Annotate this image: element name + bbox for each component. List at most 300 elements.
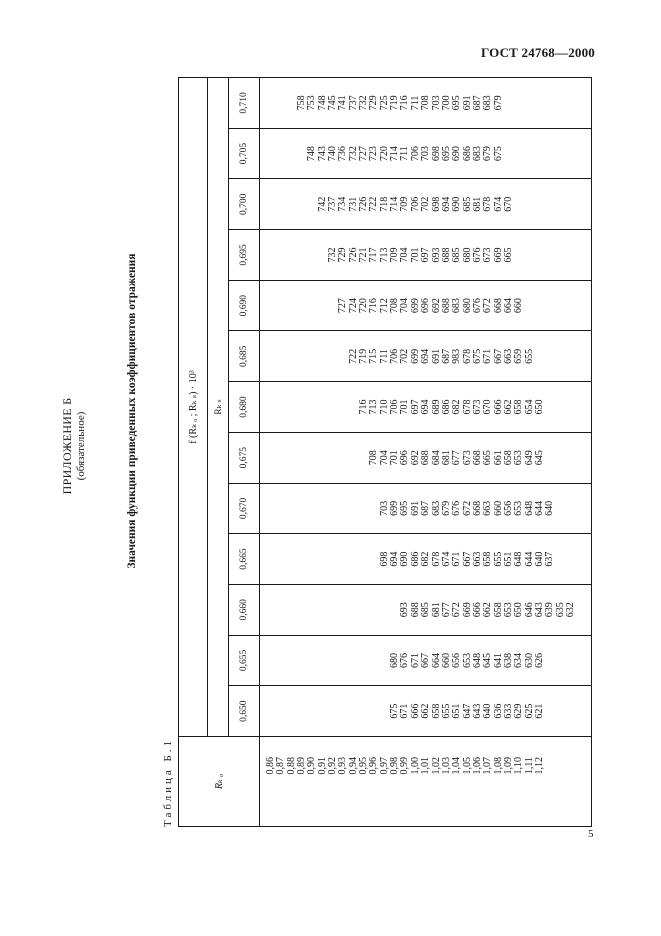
table-cell xyxy=(380,585,390,635)
table-cell xyxy=(328,433,338,483)
table-cell xyxy=(318,534,328,584)
row-argument: 0,88 xyxy=(285,757,297,775)
table-cell: 630 xyxy=(523,652,535,668)
table-cell: 643 xyxy=(471,703,483,719)
table-cell: 667 xyxy=(461,551,473,567)
table-cell: 673 xyxy=(461,450,473,466)
table-cell: 720 xyxy=(378,146,390,162)
table-cell: 683 xyxy=(482,95,494,111)
table-cell xyxy=(276,281,286,331)
row-argument: 0,90 xyxy=(306,757,318,775)
table-cell: 678 xyxy=(461,399,473,415)
table-cell: 703 xyxy=(378,500,390,516)
table-cell: 658 xyxy=(430,703,442,719)
value-column xyxy=(260,686,592,737)
table-cell: 708 xyxy=(389,298,401,314)
argument-column-header: Rₖ ₒ xyxy=(179,737,260,827)
table-cell xyxy=(276,332,286,382)
table-cell xyxy=(318,382,328,432)
argument-values-cell xyxy=(260,737,592,827)
table-cell: 655 xyxy=(523,348,535,364)
table-cell: 665 xyxy=(502,247,514,263)
table-cell xyxy=(297,484,307,534)
table-cell: 704 xyxy=(399,298,411,314)
table-cell: 639 xyxy=(544,602,556,618)
table-cell xyxy=(266,382,276,432)
row-argument: 0,92 xyxy=(327,757,339,775)
table-cell: 663 xyxy=(482,500,494,516)
table-cell xyxy=(338,534,348,584)
table-cell: 708 xyxy=(368,450,380,466)
table-cell: 654 xyxy=(523,399,535,415)
table-cell: 693 xyxy=(430,247,442,263)
column-header: 0,655 xyxy=(229,635,260,686)
subheader: Rₖ ₛ xyxy=(208,78,229,737)
table-cell: 676 xyxy=(399,652,411,668)
table-cell: 678 xyxy=(430,551,442,567)
table-cell xyxy=(276,686,286,736)
table-cell xyxy=(266,332,276,382)
table-cell: 694 xyxy=(389,551,401,567)
table-cell: 720 xyxy=(358,298,370,314)
table-cell xyxy=(266,433,276,483)
table-cell: 681 xyxy=(440,450,452,466)
table-cell xyxy=(359,686,369,736)
table-cell: 678 xyxy=(461,348,473,364)
table-cell: 682 xyxy=(420,551,432,567)
table-cell: 662 xyxy=(420,703,432,719)
table-cell xyxy=(287,129,297,179)
table-cell xyxy=(349,484,359,534)
table-cell: 701 xyxy=(399,399,411,415)
function-header: f (Rₖ ₒ ; Rₖ ₛ) · 10³ xyxy=(179,78,208,737)
table-cell: 690 xyxy=(399,551,411,567)
table-cell: 718 xyxy=(378,196,390,212)
table-cell xyxy=(287,534,297,584)
table-cell xyxy=(307,636,317,686)
table-cell: 694 xyxy=(420,348,432,364)
table-cell xyxy=(318,433,328,483)
table-cell: 680 xyxy=(461,298,473,314)
table-cell: 699 xyxy=(409,298,421,314)
table-cell xyxy=(287,230,297,280)
value-column xyxy=(260,635,592,686)
table-cell: 706 xyxy=(389,399,401,415)
table-cell: 681 xyxy=(471,196,483,212)
row-argument: 0,95 xyxy=(358,757,370,775)
table-cell xyxy=(369,585,379,635)
table-cell: 686 xyxy=(440,399,452,415)
table-cell xyxy=(307,585,317,635)
row-argument: 1,01 xyxy=(420,757,432,775)
table-cell: 709 xyxy=(389,247,401,263)
table-cell xyxy=(349,636,359,686)
table-cell xyxy=(338,636,348,686)
table-cell: 711 xyxy=(378,349,390,364)
table-cell: 674 xyxy=(440,551,452,567)
table-cell xyxy=(328,686,338,736)
table-cell: 701 xyxy=(409,247,421,263)
table-cell xyxy=(266,281,276,331)
table-cell: 684 xyxy=(430,450,442,466)
table-cell: 696 xyxy=(399,450,411,466)
table-cell: 724 xyxy=(347,298,359,314)
table-cell: 722 xyxy=(347,348,359,364)
table-cell: 656 xyxy=(502,500,514,516)
row-argument: 0,98 xyxy=(389,757,401,775)
table-cell: 676 xyxy=(471,298,483,314)
table-cell: 700 xyxy=(440,95,452,111)
table-cell: 683 xyxy=(471,146,483,162)
column-header: 0,705 xyxy=(229,128,260,179)
table-cell: 661 xyxy=(492,450,504,466)
table-cell: 708 xyxy=(420,95,432,111)
table-cell: 698 xyxy=(378,551,390,567)
table-cell xyxy=(338,382,348,432)
value-column xyxy=(260,432,592,483)
table-cell: 704 xyxy=(399,247,411,263)
table-cell: 653 xyxy=(461,652,473,668)
table-cell: 663 xyxy=(471,551,483,567)
column-header: 0,675 xyxy=(229,432,260,483)
table-title: Значения функции приведенных коэффициентов отражения xyxy=(126,253,138,569)
table-cell xyxy=(276,534,286,584)
row-argument: 1,09 xyxy=(502,757,514,775)
table-cell: 692 xyxy=(430,298,442,314)
table-label: Таблица Б.1 xyxy=(162,737,174,827)
table-cell: 717 xyxy=(368,247,380,263)
table-cell: 674 xyxy=(492,196,504,212)
row-argument: 1,05 xyxy=(461,757,473,775)
table-cell: 719 xyxy=(389,95,401,111)
table-cell xyxy=(307,534,317,584)
value-column xyxy=(260,584,592,635)
table-cell xyxy=(287,636,297,686)
table-cell xyxy=(287,281,297,331)
table-cell xyxy=(297,382,307,432)
table-cell: 719 xyxy=(358,348,370,364)
value-column xyxy=(260,483,592,534)
table-cell: 714 xyxy=(389,196,401,212)
row-argument: 1,11 xyxy=(523,757,535,775)
table-cell: 668 xyxy=(471,500,483,516)
table-cell: 687 xyxy=(420,500,432,516)
table-cell: 698 xyxy=(430,146,442,162)
table-cell: 629 xyxy=(513,703,525,719)
table-cell: 677 xyxy=(451,450,463,466)
table-cell: 649 xyxy=(523,450,535,466)
table-cell: 650 xyxy=(513,602,525,618)
table-cell: 694 xyxy=(440,196,452,212)
table-cell: 716 xyxy=(368,298,380,314)
table-cell: 694 xyxy=(420,399,432,415)
table-cell: 640 xyxy=(482,703,494,719)
table-cell xyxy=(276,78,286,128)
table-cell: 676 xyxy=(451,500,463,516)
table-cell: 686 xyxy=(461,146,473,162)
table-cell: 682 xyxy=(451,399,463,415)
row-argument: 0,93 xyxy=(337,757,349,775)
table-cell xyxy=(328,484,338,534)
table-cell: 753 xyxy=(306,95,318,111)
row-argument: 1,08 xyxy=(492,757,504,775)
table-cell xyxy=(318,636,328,686)
table-cell: 736 xyxy=(337,146,349,162)
table-cell: 643 xyxy=(533,602,545,618)
table-cell: 711 xyxy=(409,95,421,111)
table-cell xyxy=(318,332,328,382)
table-cell: 663 xyxy=(502,348,514,364)
table-cell xyxy=(276,129,286,179)
column-header-row xyxy=(229,78,260,827)
table-cell xyxy=(307,686,317,736)
table-cell: 651 xyxy=(451,703,463,719)
column-header: 0,665 xyxy=(229,534,260,585)
table-cell: 703 xyxy=(430,95,442,111)
table-cell: 740 xyxy=(327,146,339,162)
table-cell: 727 xyxy=(337,298,349,314)
row-argument: 1,12 xyxy=(533,757,545,775)
table-cell xyxy=(307,281,317,331)
row-argument: 0,87 xyxy=(275,757,287,775)
table-cell xyxy=(318,686,328,736)
row-argument: 0,96 xyxy=(368,757,380,775)
column-header: 0,650 xyxy=(229,686,260,737)
row-argument: 1,10 xyxy=(513,757,525,775)
table-cell xyxy=(287,382,297,432)
table-cell: 670 xyxy=(502,196,514,212)
table-cell: 689 xyxy=(430,399,442,415)
table-cell xyxy=(369,686,379,736)
table-cell xyxy=(307,433,317,483)
table-cell: 648 xyxy=(513,551,525,567)
table-cell xyxy=(266,230,276,280)
table-cell: 636 xyxy=(492,703,504,719)
table-cell: 703 xyxy=(420,146,432,162)
column-header: 0,685 xyxy=(229,331,260,382)
table-cell xyxy=(297,585,307,635)
value-column xyxy=(260,280,592,331)
table-cell xyxy=(307,230,317,280)
column-header: 0,680 xyxy=(229,382,260,433)
column-header: 0,670 xyxy=(229,483,260,534)
table-cell: 732 xyxy=(347,146,359,162)
table-cell xyxy=(276,382,286,432)
table-cell: 671 xyxy=(451,551,463,567)
value-column xyxy=(260,382,592,433)
table-cell xyxy=(369,636,379,686)
table-cell: 714 xyxy=(389,146,401,162)
table-cell: 675 xyxy=(492,146,504,162)
table-cell xyxy=(318,281,328,331)
reflection-coefficient-table xyxy=(178,77,592,827)
table-cell: 723 xyxy=(368,146,380,162)
table-cell: 725 xyxy=(378,95,390,111)
table-cell: 748 xyxy=(306,146,318,162)
column-header: 0,695 xyxy=(229,230,260,281)
table-cell: 640 xyxy=(533,551,545,567)
table-cell: 688 xyxy=(440,247,452,263)
table-cell: 671 xyxy=(399,703,411,719)
table-cell: 667 xyxy=(492,348,504,364)
table-cell xyxy=(287,332,297,382)
table-cell: 688 xyxy=(440,298,452,314)
table-cell: 665 xyxy=(482,450,494,466)
table-cell: 726 xyxy=(347,247,359,263)
table-cell xyxy=(318,484,328,534)
table-cell: 693 xyxy=(399,602,411,618)
table-cell: 640 xyxy=(544,500,556,516)
table-cell xyxy=(307,484,317,534)
table-cell: 666 xyxy=(492,399,504,415)
table-cell: 669 xyxy=(492,247,504,263)
table-cell xyxy=(297,433,307,483)
table-cell: 713 xyxy=(378,247,390,263)
table-cell: 672 xyxy=(461,500,473,516)
table-cell: 734 xyxy=(337,196,349,212)
table-cell: 737 xyxy=(327,196,339,212)
table-cell xyxy=(276,433,286,483)
table-cell: 685 xyxy=(461,196,473,212)
table-cell: 692 xyxy=(409,450,421,466)
table-cell: 653 xyxy=(513,450,525,466)
table-cell: 658 xyxy=(482,551,494,567)
table-cell: 633 xyxy=(502,703,514,719)
table-cell: 687 xyxy=(440,348,452,364)
table-cell: 732 xyxy=(358,95,370,111)
table-cell: 683 xyxy=(451,298,463,314)
table-cell: 660 xyxy=(513,298,525,314)
table-cell: 690 xyxy=(451,146,463,162)
standard-number: ГОСТ 24768—2000 xyxy=(480,45,595,60)
table-cell xyxy=(276,636,286,686)
table-cell: 668 xyxy=(471,450,483,466)
table-cell xyxy=(349,686,359,736)
table-cell xyxy=(266,686,276,736)
table-cell: 671 xyxy=(409,652,421,668)
table-cell xyxy=(297,636,307,686)
table-cell: 699 xyxy=(389,500,401,516)
table-cell xyxy=(276,484,286,534)
table-cell: 742 xyxy=(316,196,328,212)
table-cell xyxy=(266,636,276,686)
table-cell xyxy=(359,534,369,584)
table-cell: 648 xyxy=(471,652,483,668)
table-cell: 666 xyxy=(471,602,483,618)
table-cell: 748 xyxy=(316,95,328,111)
appendix-subtitle: (обязательное) xyxy=(75,411,87,481)
table-cell xyxy=(297,230,307,280)
table-body-row xyxy=(260,78,592,827)
table-cell: 671 xyxy=(482,348,494,364)
row-argument: 1,03 xyxy=(440,757,452,775)
table-cell: 651 xyxy=(502,551,514,567)
table-cell: 670 xyxy=(482,399,494,415)
table-cell: 695 xyxy=(399,500,411,516)
table-cell: 634 xyxy=(513,652,525,668)
table-cell xyxy=(266,484,276,534)
table-cell: 706 xyxy=(389,348,401,364)
table-cell: 644 xyxy=(533,500,545,516)
table-cell: 645 xyxy=(482,652,494,668)
table-cell: 722 xyxy=(368,196,380,212)
table-cell: 677 xyxy=(440,602,452,618)
appendix-title: ПРИЛОЖЕНИЕ Б xyxy=(60,397,74,495)
table-cell xyxy=(307,332,317,382)
row-argument: 0,99 xyxy=(399,757,411,775)
table-cell: 727 xyxy=(358,146,370,162)
table-cell xyxy=(276,230,286,280)
value-column xyxy=(260,128,592,179)
table-cell: 691 xyxy=(430,348,442,364)
table-cell xyxy=(349,585,359,635)
table-cell xyxy=(287,585,297,635)
row-argument: 0,94 xyxy=(347,757,359,775)
table-cell: 704 xyxy=(378,450,390,466)
table-cell xyxy=(328,585,338,635)
table-cell: 675 xyxy=(389,703,401,719)
table-cell: 698 xyxy=(430,196,442,212)
row-argument: 1,00 xyxy=(409,757,421,775)
table-cell: 647 xyxy=(461,703,473,719)
table-cell: 662 xyxy=(502,399,514,415)
table-cell: 632 xyxy=(564,602,576,618)
table-cell: 673 xyxy=(471,399,483,415)
table-cell: 702 xyxy=(399,348,411,364)
table-cell xyxy=(359,585,369,635)
table-cell: 676 xyxy=(471,247,483,263)
column-header: 0,660 xyxy=(229,584,260,635)
table-cell: 658 xyxy=(502,450,514,466)
row-argument: 1,04 xyxy=(451,757,463,775)
table-cell: 672 xyxy=(482,298,494,314)
table-cell: 650 xyxy=(533,399,545,415)
table-cell xyxy=(266,179,276,229)
table-cell: 681 xyxy=(430,602,442,618)
row-argument: 0,86 xyxy=(265,757,276,775)
row-argument: 1,06 xyxy=(471,757,483,775)
table-cell: 638 xyxy=(502,652,514,668)
table-cell: 729 xyxy=(368,95,380,111)
table-cell xyxy=(328,534,338,584)
table-cell: 695 xyxy=(451,95,463,111)
table-cell: 660 xyxy=(492,500,504,516)
table-cell xyxy=(359,636,369,686)
table-cell: 685 xyxy=(420,602,432,618)
table-cell: 713 xyxy=(368,399,380,415)
table-cell: 691 xyxy=(409,500,421,516)
table-cell xyxy=(287,686,297,736)
table-cell xyxy=(338,686,348,736)
table-cell xyxy=(266,585,276,635)
table-cell: 710 xyxy=(378,399,390,415)
table-cell: 706 xyxy=(409,146,421,162)
table-cell: 655 xyxy=(440,703,452,719)
table-cell xyxy=(349,534,359,584)
row-argument: 1,07 xyxy=(482,757,494,775)
table-cell: 645 xyxy=(533,450,545,466)
table-cell xyxy=(297,332,307,382)
table-cell xyxy=(276,585,286,635)
table-cell: 685 xyxy=(451,247,463,263)
table-cell: 741 xyxy=(337,95,349,111)
value-column xyxy=(260,78,592,129)
table-cell: 673 xyxy=(482,247,494,263)
table-cell: 646 xyxy=(523,602,535,618)
table-cell: 687 xyxy=(471,95,483,111)
table-cell: 688 xyxy=(409,602,421,618)
table-cell: 683 xyxy=(430,500,442,516)
